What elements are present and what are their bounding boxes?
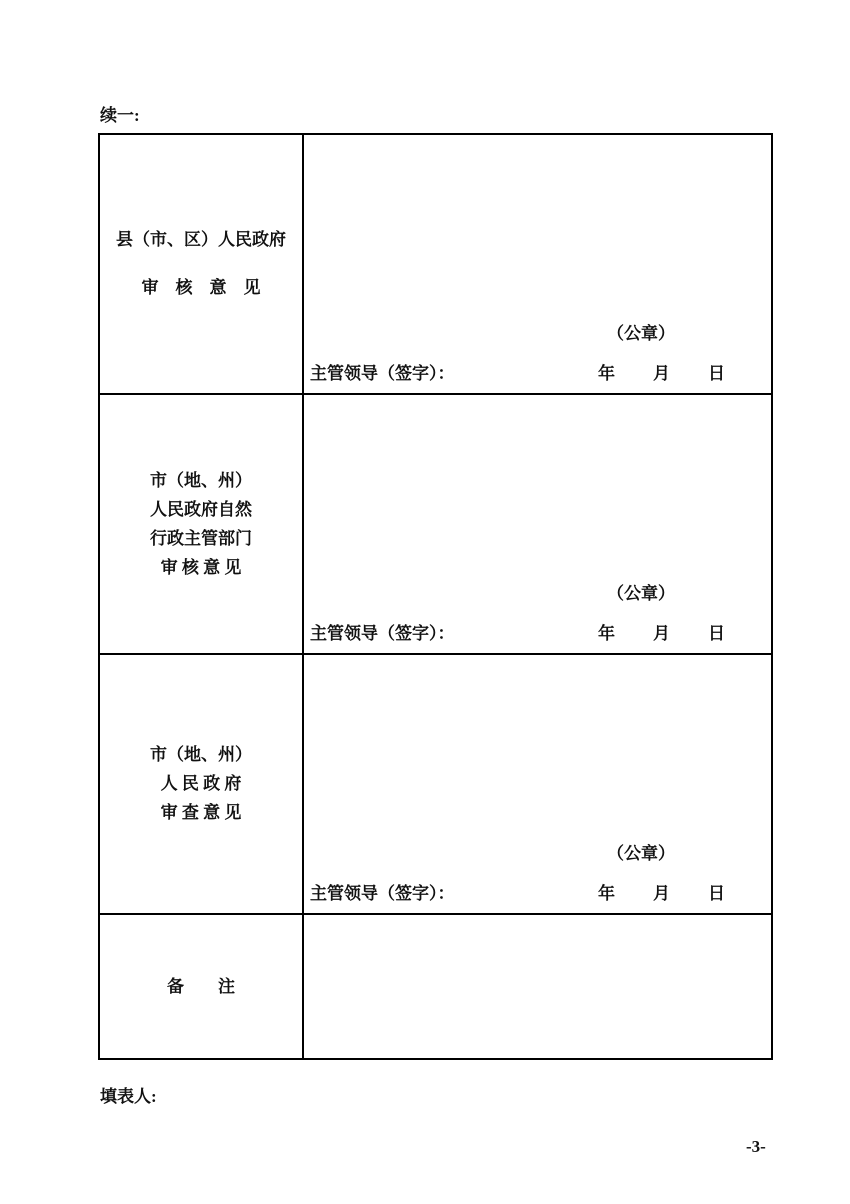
date-group	[598, 363, 725, 385]
seal-placeholder: （公章）	[607, 844, 675, 863]
label-line: 审 核 意 见	[160, 557, 242, 577]
date-day-label: 日	[708, 624, 725, 643]
signature-line	[304, 363, 771, 385]
label-line: 市（地、州）	[150, 745, 252, 764]
form-filler-label: 填表人:	[100, 1087, 157, 1106]
date-month-label: 月	[653, 364, 670, 383]
label-line: 行政主管部门	[150, 528, 252, 548]
label-line: 县（市、区）人民政府	[116, 230, 286, 249]
label-line: 人 民 政 府	[160, 774, 242, 793]
date-year-label: 年	[598, 884, 615, 903]
sign-label: 主管领导（签字）：	[310, 624, 455, 643]
row-label-remarks	[100, 915, 304, 1058]
date-day-label: 日	[708, 364, 725, 383]
page-number: -3-	[746, 1137, 766, 1156]
label-line: 备 注	[167, 976, 235, 996]
signature-line	[304, 883, 771, 905]
label-line: 审 核 意 见	[141, 278, 261, 297]
label-line: 市（地、州）	[150, 470, 252, 490]
seal-placeholder: （公章）	[607, 324, 675, 343]
seal-placeholder: （公章）	[607, 584, 675, 603]
date-group	[598, 623, 725, 645]
row-content-prefecture-dept-review	[304, 395, 771, 655]
label-line: 审 查 意 见	[160, 803, 242, 822]
row-content-prefecture-gov-examination	[304, 655, 771, 915]
date-month-label: 月	[653, 884, 670, 903]
signature-line	[304, 623, 771, 645]
date-day-label: 日	[708, 884, 725, 903]
date-group	[598, 883, 725, 905]
row-label-prefecture-dept-review	[100, 395, 304, 655]
date-year-label: 年	[598, 364, 615, 383]
row-label-prefecture-gov-examination	[100, 655, 304, 915]
date-month-label: 月	[653, 624, 670, 643]
row-label-county-review	[100, 135, 304, 395]
row-content-remarks	[304, 915, 771, 1058]
sign-label: 主管领导（签字）：	[310, 364, 455, 383]
row-content-county-review	[304, 135, 771, 395]
continuation-label: 续一:	[100, 106, 140, 125]
approval-form-table	[98, 133, 773, 1060]
sign-label: 主管领导（签字）：	[310, 884, 455, 903]
date-year-label: 年	[598, 624, 615, 643]
label-line: 人民政府自然	[150, 499, 252, 519]
